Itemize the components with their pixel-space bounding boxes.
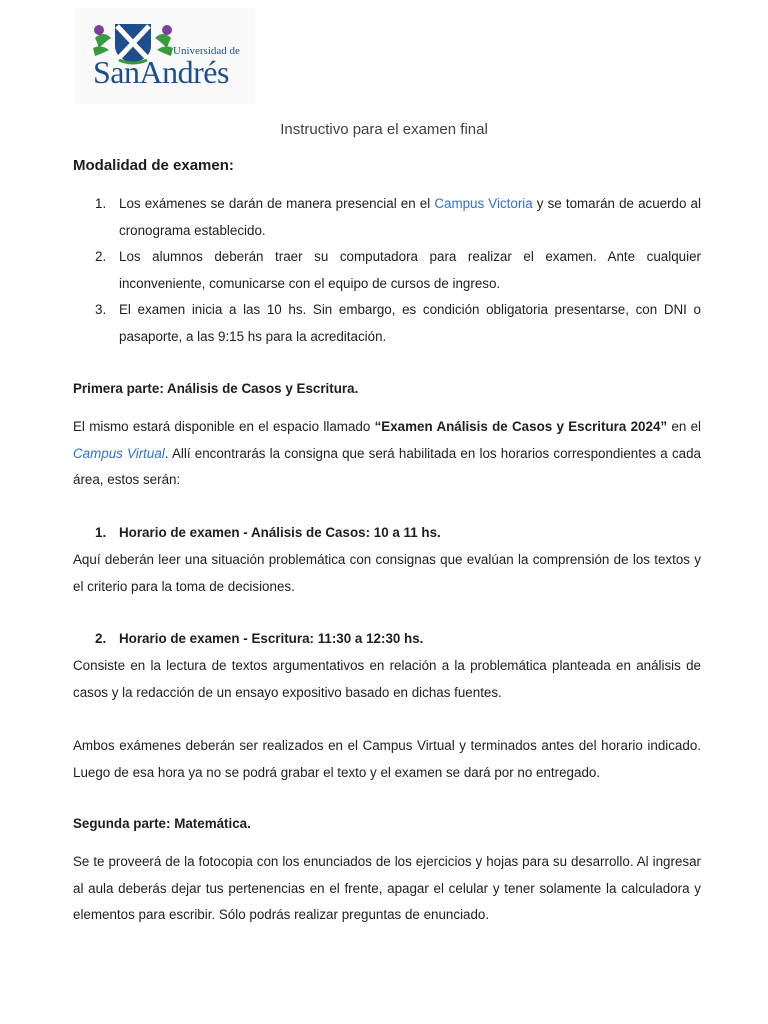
- logo-line-1: Universidad de: [173, 45, 240, 57]
- list-item: [73, 297, 701, 350]
- primera-parte-heading: Primera parte: Análisis de Casos y Escritura.: [73, 381, 359, 396]
- segunda-parte-paragraph: Se te proveerá de la fotocopia con los enunciados de los ejercicios y hojas para su desarrollo. Al ingresar al aula deberás dejar tus pertenencias en el frente, apagar el celular y tener solamente la calculadora y elementos para escribir. Sólo podrás realizar preguntas de enunciado.: [73, 854, 701, 922]
- modalidad-heading: Modalidad de examen:: [73, 157, 234, 174]
- list-item-text: El examen inicia a las 10 hs. Sin embargo, es condición obligatoria presentarse, con DNI o pasaporte, a las 9:15 hs para la acreditación.: [119, 302, 701, 344]
- horario-1-description: Aquí deberán leer una situación problemática con consignas que evalúan la comprensión de los textos y el criterio para la toma de decisiones.: [73, 552, 701, 594]
- primera-parte-intro: [73, 414, 701, 494]
- logo-line-2: SanAndrés: [93, 54, 229, 90]
- list-item-text: Los exámenes se darán de manera presencial en el: [119, 196, 435, 211]
- list-item-text: Los alumnos deberán traer su computadora para realizar el examen. Ante cualquier inconveniente, comunicarse con el equipo de cursos de ingreso.: [119, 249, 701, 291]
- segunda-parte-heading: Segunda parte: Matemática.: [73, 816, 251, 831]
- modalidad-list: [73, 191, 701, 350]
- document-title: Instructivo para el examen final: [280, 121, 488, 138]
- ambos-examenes-paragraph: Ambos exámenes deberán ser realizados en el Campus Virtual y terminados antes del horario indicado. Luego de esa hora ya no se podrá grabar el texto y el examen se dará por no entregado.: [73, 738, 701, 780]
- university-logo: [75, 8, 255, 104]
- list-item-text: y se tomarán de acuerdo al cronograma establecido.: [119, 196, 701, 238]
- intro-text: en el: [667, 419, 702, 434]
- list-item-number: 1.: [95, 196, 107, 211]
- intro-text: . Allí encontrarás la consigna que será habilitada en los horarios correspondientes a cada área, estos serán:: [73, 445, 701, 487]
- horario-2-heading: [73, 626, 701, 653]
- exam-space-name: “Examen Análisis de Casos y Escritura 2024”: [374, 419, 668, 434]
- horario-1-title: Horario de examen - Análisis de Casos: 10 a 11 hs.: [119, 525, 441, 540]
- intro-text: El mismo estará disponible en el espacio llamado: [73, 419, 375, 434]
- list-item: [73, 191, 701, 244]
- list-item-number: 3.: [95, 302, 107, 317]
- campus-victoria-link[interactable]: Campus Victoria: [434, 196, 533, 211]
- list-item-number: 2.: [95, 631, 107, 646]
- horario-2-description: Consiste en la lectura de textos argumentativos en relación a la problemática planteada en análisis de casos y la redacción de un ensayo expositivo basado en dichas fuentes.: [73, 658, 701, 700]
- list-item: [73, 244, 701, 297]
- campus-virtual-link[interactable]: Campus Virtual: [73, 445, 165, 461]
- list-item-number: 1.: [95, 525, 107, 540]
- horario-1-heading: [73, 520, 701, 547]
- list-item-number: 2.: [95, 249, 107, 264]
- horario-2-title: Horario de examen - Escritura: 11:30 a 12:30 hs.: [119, 631, 424, 646]
